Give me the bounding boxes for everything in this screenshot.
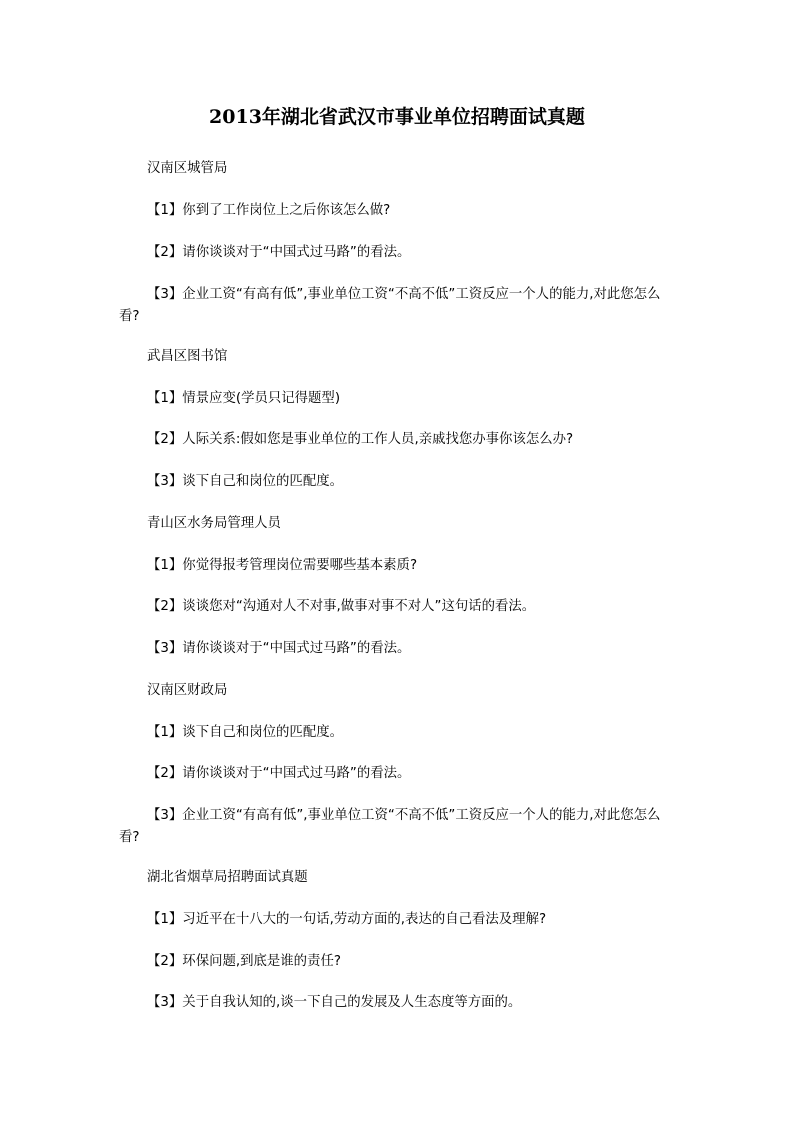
question-item: 【2】请你谈谈对于“中国式过马路”的看法。 bbox=[147, 766, 411, 781]
question-item: 【2】环保问题,到底是谁的责任? bbox=[147, 954, 341, 969]
section-heading-hannan-chengguan: 汉南区城管局 bbox=[147, 161, 228, 176]
question-item: 【1】谈下自己和岗位的匹配度。 bbox=[147, 725, 343, 740]
document-title: 2013年湖北省武汉市事业单位招聘面试真题 bbox=[209, 106, 585, 128]
question-item: 【3】企业工资“有高有低”,事业单位工资“不高不低”工资反应一个人的能力,对此您怎么看? bbox=[119, 287, 661, 324]
section-heading-wuchang-library: 武昌区图书馆 bbox=[147, 349, 228, 364]
section-heading-hubei-tobacco: 湖北省烟草局招聘面试真题 bbox=[147, 870, 308, 885]
question-item: 【3】请你谈谈对于“中国式过马路”的看法。 bbox=[147, 641, 411, 656]
question-item: 【3】企业工资“有高有低”,事业单位工资“不高不低”工资反应一个人的能力,对此您怎么看? bbox=[119, 808, 661, 845]
question-item: 【2】人际关系:假如您是事业单位的工作人员,亲戚找您办事你该怎么办? bbox=[147, 432, 574, 447]
question-item: 【1】你觉得报考管理岗位需要哪些基本素质? bbox=[147, 558, 418, 573]
question-item: 【3】关于自我认知的,谈一下自己的发展及人生态度等方面的。 bbox=[147, 995, 522, 1010]
question-item: 【2】请你谈谈对于“中国式过马路”的看法。 bbox=[147, 245, 411, 260]
section-heading-qingshan-water: 青山区水务局管理人员 bbox=[147, 516, 281, 531]
question-item: 【3】谈下自己和岗位的匹配度。 bbox=[147, 474, 343, 489]
section-heading-hannan-finance: 汉南区财政局 bbox=[147, 683, 228, 698]
question-item: 【1】你到了工作岗位上之后你该怎么做? bbox=[147, 203, 391, 218]
question-item: 【1】习近平在十八大的一句话,劳动方面的,表达的自己看法及理解? bbox=[147, 912, 547, 927]
question-item: 【1】情景应变(学员只记得题型) bbox=[147, 391, 341, 406]
question-item: 【2】谈谈您对“沟通对人不对事,做事对事不对人”这句话的看法。 bbox=[147, 599, 536, 614]
